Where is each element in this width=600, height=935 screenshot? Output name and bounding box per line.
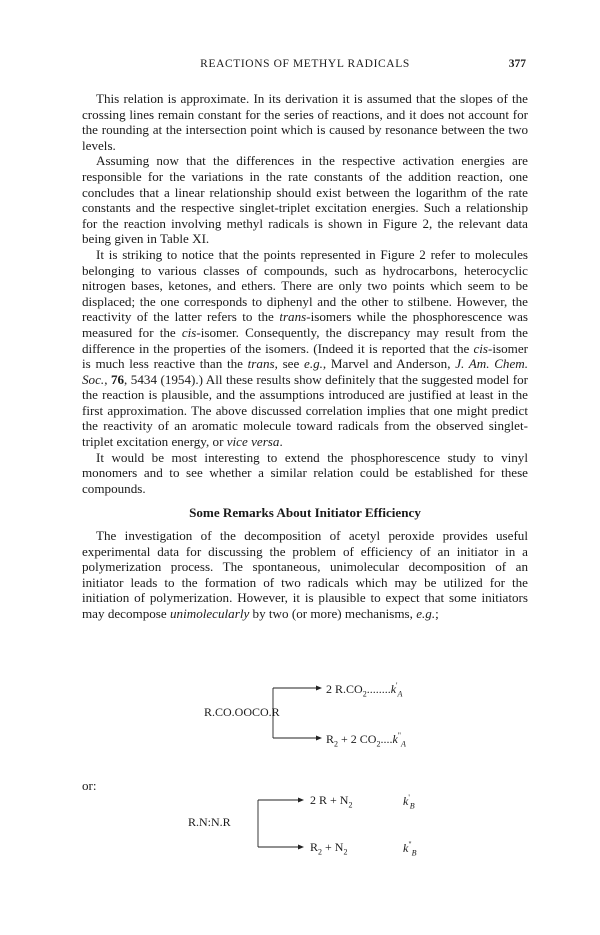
paragraph-2-text: Assuming now that the differences in the respective activation energies are responsible for the variations in the rate constants of the addition reaction, one concludes that a linear relationship should exist between the logarithm of the rate constants and the respective singlet-triplet excitation energies. Such a relationship for the reaction involving methyl radicals is shown in Figure 2, the relevant data being given in Table XI.	[82, 153, 528, 247]
page-header	[84, 58, 526, 74]
leader-dots: ....	[380, 732, 393, 746]
prime-mark: '	[396, 681, 398, 690]
p3-part-c: -isomer. Consequently, the discrepancy may result from the difference in the properties of the isomers. (Indeed it is reported that the	[82, 324, 528, 356]
p3-part-e: , see	[274, 356, 305, 372]
cis-term: cis	[181, 324, 197, 340]
peroxide-lower-product	[326, 731, 406, 748]
upper-product-formula: 2 R + N	[310, 793, 349, 807]
azo-lower-product	[310, 840, 347, 856]
journal-volume: 76	[110, 371, 125, 387]
or-label: or:	[82, 778, 97, 793]
cis-term: cis	[473, 340, 488, 356]
section-heading: Some Remarks About Initiator Efficiency	[189, 505, 421, 521]
vice-versa-term: vice versa	[226, 434, 280, 450]
lower-product-formula: R	[310, 840, 319, 854]
paragraph-5	[82, 528, 528, 622]
rate-constant-subscript: A	[401, 739, 406, 749]
azo-upper-rate-constant	[403, 793, 415, 810]
eg-abbrev: e.g.	[416, 606, 436, 621]
paragraph-1-text: This relation is approximate. In its derivation it is assumed that the slopes of the crossing lines remain constant for the series of reactions, and it does not account for the rounding at the intersection point which is caused by resonance between the two levels.	[82, 91, 528, 153]
p3-part-i: .	[279, 434, 283, 450]
subscript: 2	[348, 800, 353, 810]
prime-mark: '	[408, 793, 410, 802]
lower-product-formula: R	[326, 732, 335, 746]
p3-part-a: It is striking to notice that the points represented in Figure 2 refer to molecules belonging to various classes of compounds, such as hydrocarbons, heterocyclic nitrogen bases, ketones, and ethers. There are only two points which seem to be displaced; the one corresponds to diphenyl and the other to stilbene. However, the reactivity of the latter refers to the	[82, 246, 528, 325]
p5-part-b: by two (or more) mechanisms,	[249, 606, 417, 621]
peroxide-reactant: R.CO.OOCO.R	[204, 705, 280, 719]
p5-part-c: ;	[435, 606, 439, 621]
paragraph-1	[82, 91, 528, 153]
subscript: 2	[334, 739, 339, 749]
trans-term: trans	[279, 309, 307, 325]
unimolecularly-term: unimolecularly	[170, 606, 250, 621]
main-text	[82, 91, 528, 622]
eg-abbrev: e.g.	[304, 356, 323, 372]
journal-name: J. Am. Chem. Soc.	[82, 356, 529, 387]
rate-constant-symbol: k	[392, 732, 398, 746]
subscript: 2	[362, 689, 367, 699]
leader-dots: ........	[366, 682, 391, 696]
double-prime-mark: "	[397, 731, 402, 740]
azo-reactant: R.N:N.R	[188, 815, 231, 829]
subscript: 2	[343, 847, 348, 857]
upper-product-formula: 2 R.CO	[326, 682, 363, 696]
paragraph-2	[82, 153, 528, 247]
azo-upper-product	[310, 793, 352, 809]
p3-part-d: -isomer is much less reactive than the	[82, 340, 528, 372]
rate-constant-subscript: A	[397, 689, 403, 699]
lower-product-plus: + 2 CO	[338, 732, 377, 746]
running-head: REACTIONS OF METHYL RADICALS	[200, 58, 410, 70]
subscript: 2	[376, 739, 381, 749]
azo-lower-rate-constant	[403, 840, 416, 857]
rate-constant-subscript: B	[409, 801, 415, 811]
p3-part-b: -isomers while the phosphorescence was measured for the	[82, 309, 528, 340]
peroxide-upper-product	[326, 681, 402, 698]
subscript: 2	[318, 847, 323, 857]
rate-constant-symbol: k	[390, 682, 397, 696]
paragraph-4	[82, 450, 528, 497]
lower-product-plus: + N	[322, 840, 344, 854]
trans-term: trans	[247, 356, 275, 372]
p3-part-g: ,	[104, 371, 111, 387]
page-number: 377	[508, 58, 526, 70]
p3-part-h: , 5434 (1954).) All these results show definitely that the suggested model for the reaction is plausible, and the assumptions introduced are justified at least in the first approximation. The above discussed correlation implies that one might predict the reactivity of an aromatic molecule toward radicals from the observed singlet-triplet excitation energy, or	[82, 371, 528, 450]
p5-part-a: The investigation of the decomposition of acetyl peroxide provides useful experimental data for discussing the problem of efficiency of an initiator in a polymerization process. The spontaneous, unimolecular decomposition of an initiator leads to the formation of two radicals which may be utilized for the initiation of polymerization. However, it is plausible to expect that some initiators may decompose	[82, 528, 528, 621]
paragraph-3	[82, 247, 528, 450]
rate-constant-subscript: B	[411, 848, 417, 858]
p3-part-f: , Marvel and Anderson,	[322, 356, 456, 372]
double-prime-mark: "	[408, 840, 412, 849]
rate-constant-symbol: k	[403, 794, 409, 808]
paragraph-4-text: It would be most interesting to extend the phosphorescence study to vinyl monomers and to see whether a similar relation could be established for these compounds.	[82, 449, 528, 496]
rate-constant-symbol: k	[403, 841, 409, 855]
